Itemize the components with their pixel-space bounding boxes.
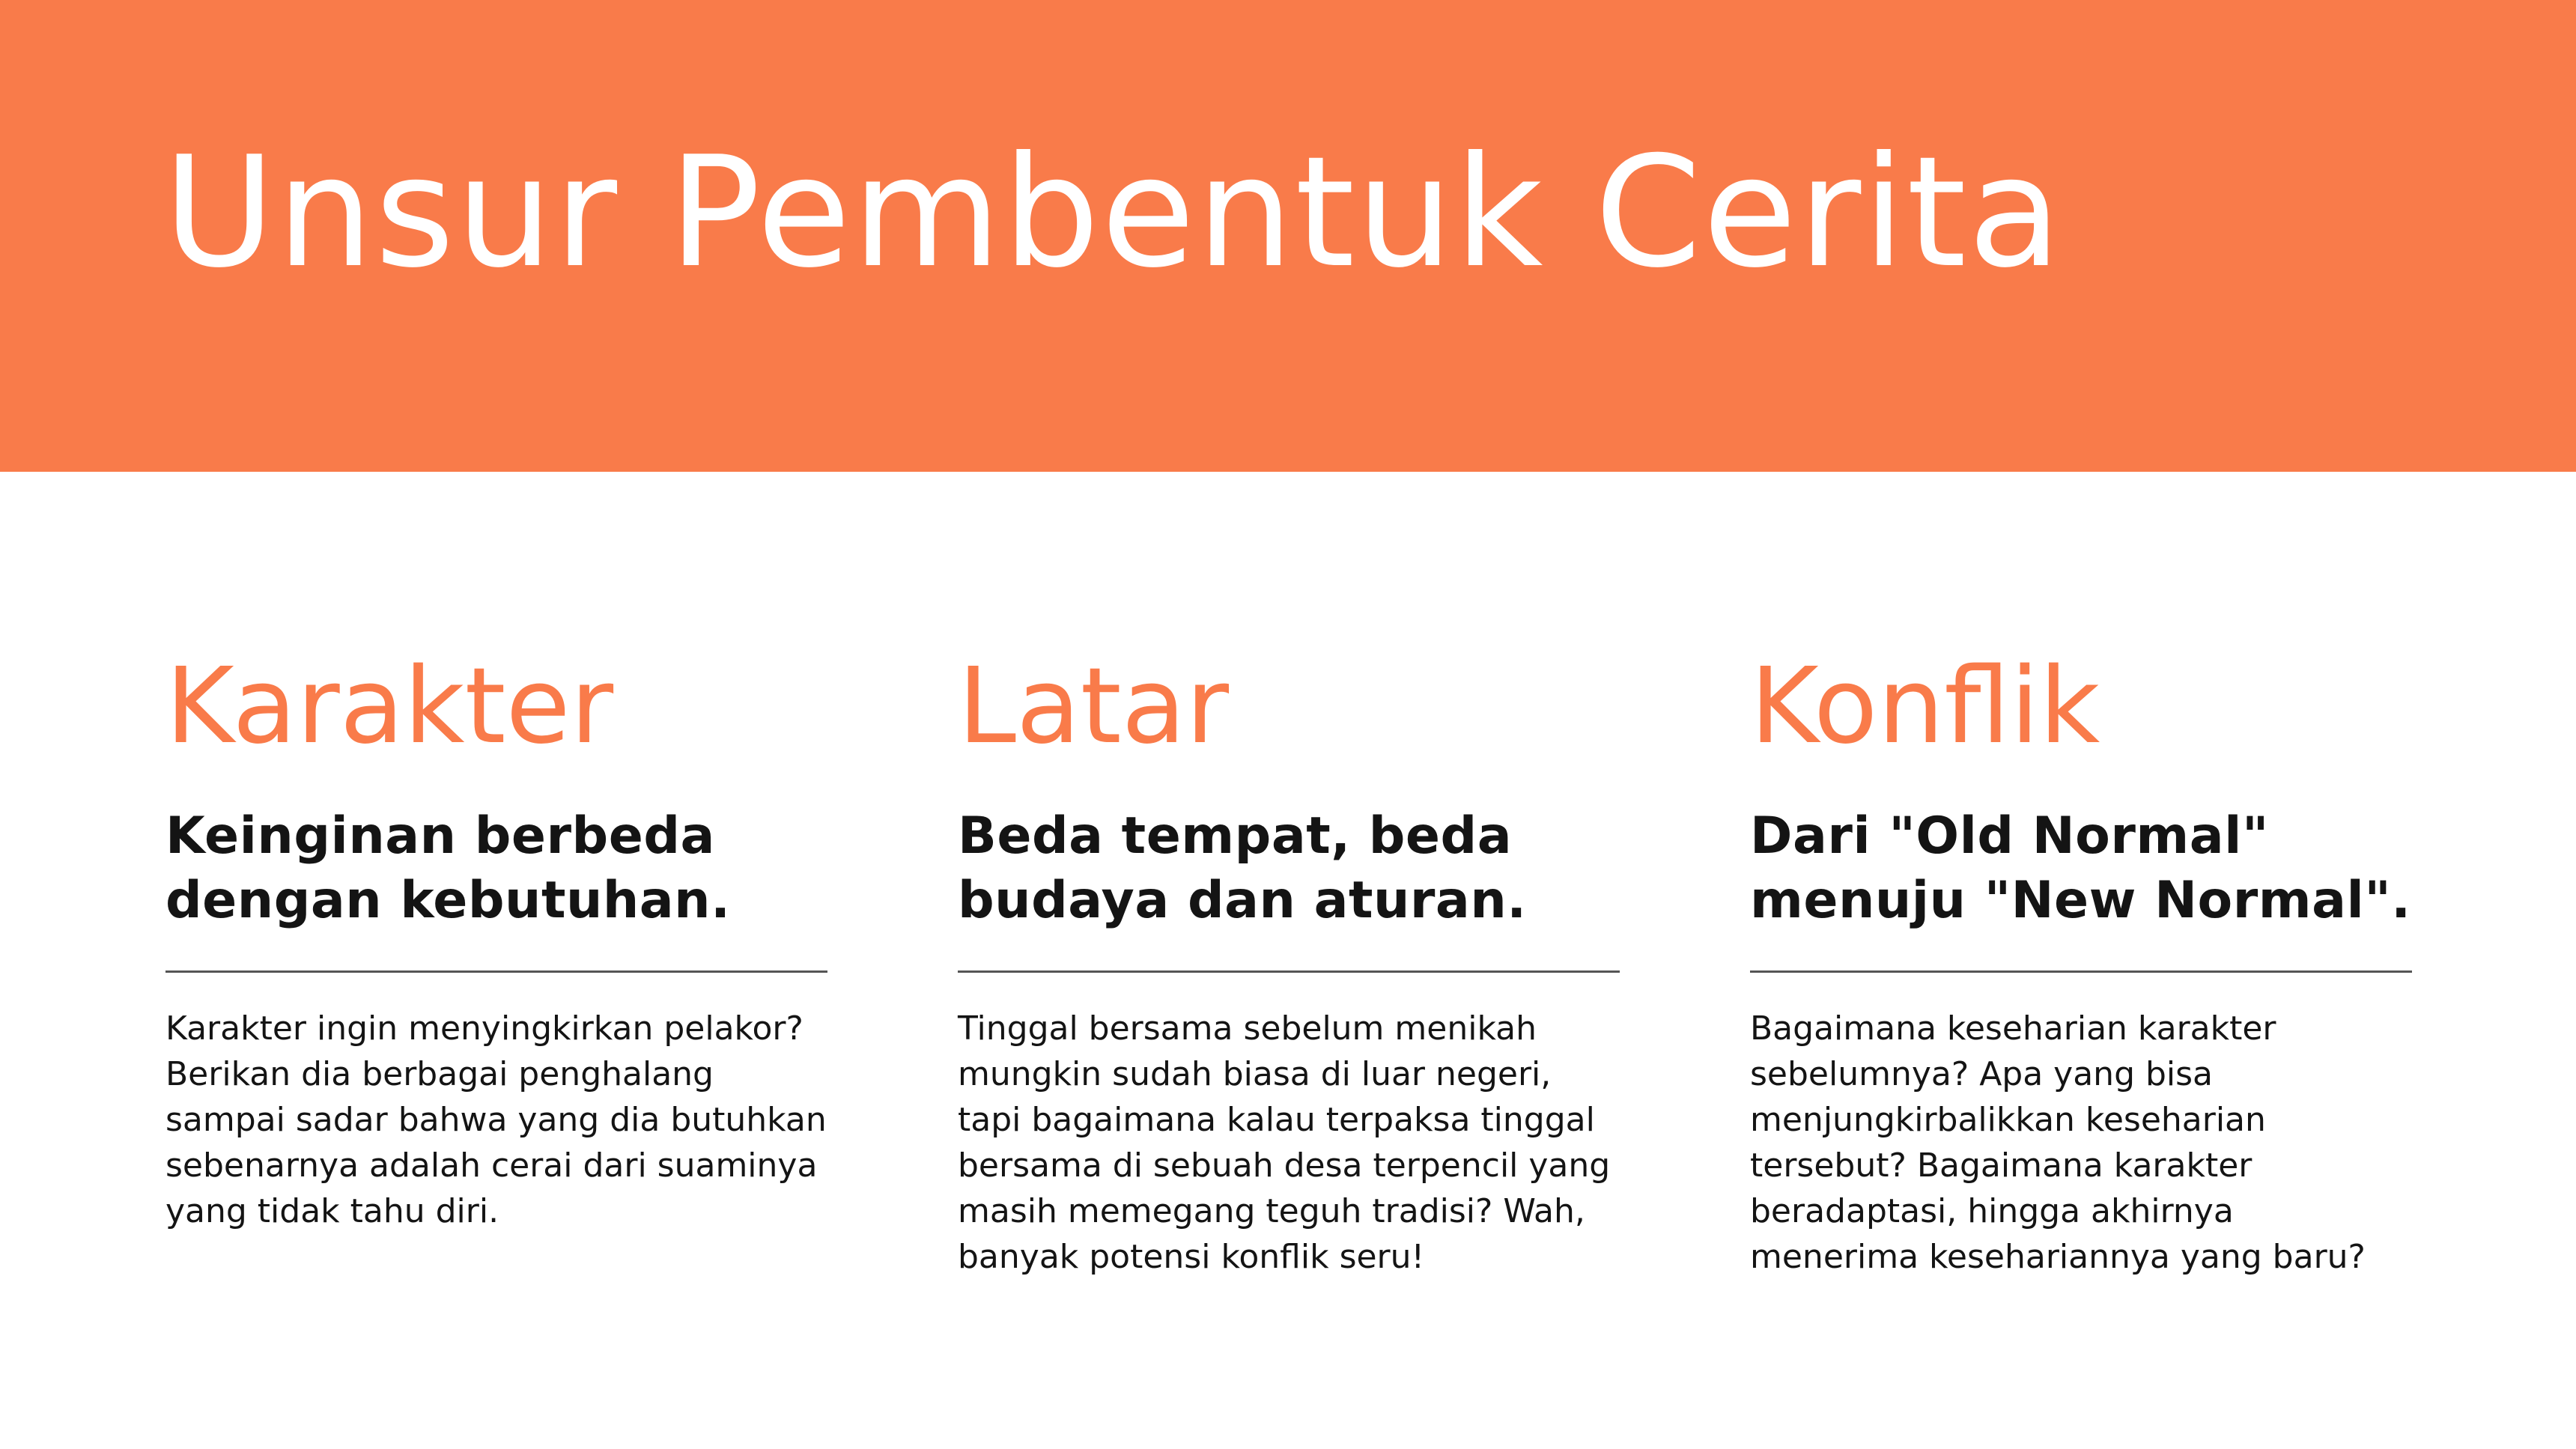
column-subheading: Keinginan berbeda dengan kebutuhan. — [165, 806, 731, 930]
page-title: Unsur Pembentuk Cerita — [163, 124, 2063, 302]
column-heading: Latar — [958, 645, 1230, 768]
column-latar — [958, 644, 1620, 1280]
column-body: Bagaimana keseharian karakter sebelumnya? Apa yang bisa menjungkirbalikkan keseharian tersebut? Bagaimana karakter beradaptasi, hingga akhirnya menerima kesehariannya yang baru? — [1750, 1009, 2366, 1276]
column-divider — [165, 970, 827, 973]
column-heading: Karakter — [165, 645, 614, 768]
column-body: Tinggal bersama sebelum menikah mungkin sudah biasa di luar negeri, tapi bagaimana kalau terpaksa tinggal bersama di sebuah desa terpencil yang masih memegang teguh tradisi? Wah, banyak potensi konflik seru! — [958, 1009, 1611, 1276]
column-konflik — [1750, 644, 2412, 1280]
column-body: Karakter ingin menyingkirkan pelakor? Berikan dia berbagai penghalang sampai sadar bahwa yang dia butuhkan sebenarnya adalah cerai dari suaminya yang tidak tahu diri. — [165, 1009, 827, 1230]
column-subheading: Beda tempat, beda budaya dan aturan. — [958, 806, 1527, 930]
title-banner — [0, 0, 2576, 472]
column-karakter — [165, 644, 827, 1234]
column-divider — [958, 970, 1620, 973]
column-heading: Konflik — [1750, 645, 2100, 768]
column-divider — [1750, 970, 2412, 973]
column-subheading: Dari "Old Normal" menuju "New Normal". — [1750, 806, 2411, 930]
